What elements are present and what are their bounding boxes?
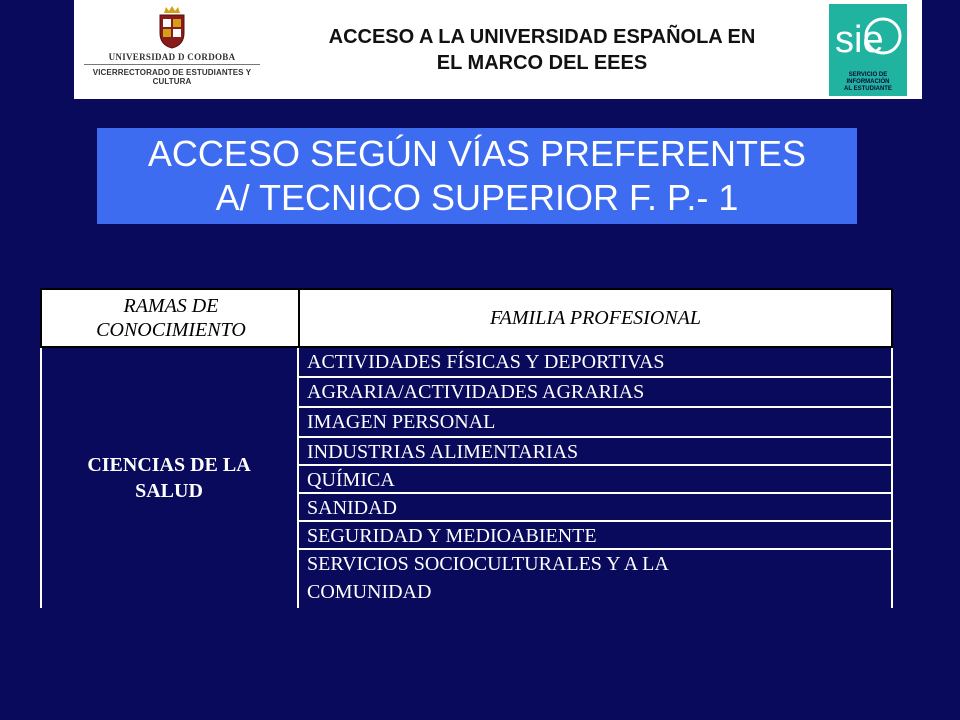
header-title-line1: ACCESO A LA UNIVERSIDAD ESPAÑOLA EN — [328, 26, 756, 48]
logo-divider — [84, 64, 260, 65]
header-ramas-line2: CONOCIMIENTO — [96, 319, 246, 341]
table-row — [304, 466, 893, 492]
header-familia: FAMILIA PROFESIONAL — [490, 306, 701, 329]
sie-caption-line2: INFORMACIÓN — [846, 79, 890, 85]
family-name: SANIDAD — [307, 497, 397, 519]
header-divider — [74, 96, 922, 99]
table-row — [304, 494, 893, 520]
table-row — [304, 550, 893, 608]
table-row — [304, 378, 893, 406]
branch-line1: CIENCIAS DE LA — [87, 454, 251, 476]
table-row — [304, 522, 893, 548]
table-row — [304, 348, 893, 376]
family-name: ACTIVIDADES FÍSICAS Y DEPORTIVAS — [307, 351, 665, 373]
slide-title-line2: A/ TECNICO SUPERIOR F. P.- 1 — [215, 177, 739, 218]
header-ramas-line1: RAMAS DE — [123, 295, 219, 317]
families-table — [40, 288, 893, 608]
slide-title — [97, 128, 857, 224]
sie-caption-line1: SERVICIO DE — [848, 72, 888, 78]
table-row — [304, 408, 893, 436]
family-name: AGRARIA/ACTIVIDADES AGRARIAS — [307, 381, 645, 403]
header-title — [268, 24, 816, 76]
family-name-line1: SERVICIOS SOCIOCULTURALES Y A LA — [307, 553, 669, 575]
university-crest-icon — [156, 5, 188, 49]
family-name: QUÍMICA — [307, 469, 395, 491]
university-logo — [80, 2, 264, 90]
family-name-line2: COMUNIDAD — [307, 581, 432, 603]
sie-wordmark-text: sie — [835, 19, 884, 61]
branch-line2: SALUD — [135, 480, 203, 502]
header-title-line2: EL MARCO DEL EEES — [436, 52, 648, 74]
sie-wordmark-icon — [829, 4, 907, 72]
family-name: SEGURIDAD Y MEDIOABIENTE — [307, 525, 597, 547]
header-ramas — [42, 290, 300, 346]
table-row — [304, 438, 893, 466]
sie-logo — [829, 4, 907, 96]
vicerrectorado-name: VICERRECTORADO DE ESTUDIANTES Y CULTURA — [92, 68, 252, 86]
table-header-row — [40, 288, 893, 348]
page-number: 45 — [852, 663, 865, 678]
slide-title-line1: ACCESO SEGÚN VÍAS PREFERENTES — [147, 133, 807, 174]
sie-caption-line3: AL ESTUDIANTE — [844, 86, 892, 92]
family-name: IMAGEN PERSONAL — [307, 411, 496, 433]
sie-caption — [829, 72, 907, 93]
branch-cell — [40, 348, 298, 608]
university-name: UNIVERSIDAD D CORDOBA — [108, 52, 236, 62]
family-name: INDUSTRIAS ALIMENTARIAS — [307, 441, 579, 463]
